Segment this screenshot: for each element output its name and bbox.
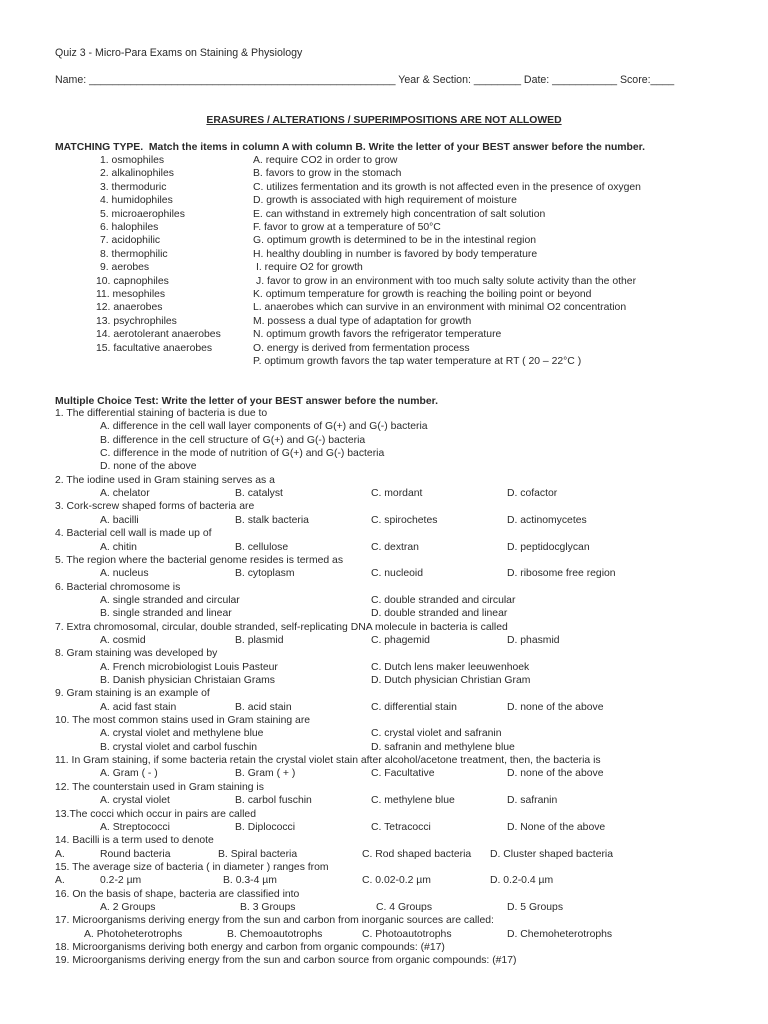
mcq-option: D. peptidocglycan <box>507 541 590 553</box>
mcq-line <box>0 420 768 433</box>
mcq-question: 6. Bacterial chromosome is <box>55 581 181 593</box>
mcq-question: 13.The cocci which occur in pairs are called <box>55 808 256 820</box>
mcq-line <box>0 407 768 420</box>
matching-item-a: 6. halophiles <box>100 222 159 233</box>
mcq-option: D. 5 Groups <box>507 901 564 913</box>
mcq-option: A. 2 Groups <box>100 901 156 913</box>
mcq-line <box>0 941 768 954</box>
mcq-option: B. Spiral bacteria <box>218 848 298 860</box>
mcq-option: D. none of the above <box>100 461 197 473</box>
mcq-question: 2. The iodine used in Gram staining serves as a <box>55 474 275 486</box>
mcq-option: D. cofactor <box>507 488 558 500</box>
mcq-line <box>0 794 768 807</box>
matching-item-a: 4. humidophiles <box>100 195 173 207</box>
matching-item-b: O. energy is derived from fermentation process <box>253 342 470 354</box>
mcq-line <box>0 914 768 927</box>
matching-item-a: 12. anaerobes <box>96 302 163 314</box>
matching-item-a: 14. aerotolerant anaerobes <box>96 329 221 341</box>
matching-row <box>0 275 768 288</box>
mcq-option: A. cosmid <box>100 634 146 646</box>
mcq-option: B. stalk bacteria <box>235 514 309 526</box>
mcq-option: C. difference in the mode of nutrition of G(+) and G(-) bacteria <box>100 448 385 460</box>
mcq-option: A. nucleus <box>100 568 149 580</box>
matching-item-b: D. growth is associated with high requirement of moisture <box>253 195 517 207</box>
mcq-option: D. none of the above <box>507 768 604 780</box>
matching-item-a: 5. microaerophiles <box>100 208 185 220</box>
mcq-line <box>0 861 768 874</box>
mcq-line <box>0 594 768 607</box>
matching-row <box>0 248 768 261</box>
mcq-option: C. Rod shaped bacteria <box>362 848 472 860</box>
mcq-option: C. crystal violet and safranin <box>371 728 502 740</box>
mcq-option: A. acid fast stain <box>100 701 177 713</box>
mcq-option: D. none of the above <box>507 701 604 713</box>
mcq-option: B. Danish physician Christaian Grams <box>100 675 275 686</box>
mcq-line <box>0 607 768 620</box>
mcq-question: 5. The region where the bacterial genome resides is termed as <box>55 554 344 566</box>
matching-item-a: 15. facultative anaerobes <box>96 342 213 354</box>
mcq-line <box>0 661 768 674</box>
matching-item-a: 2. alkalinophiles <box>100 168 174 180</box>
mcq-option: C. dextran <box>371 541 419 553</box>
mcq-question: 8. Gram staining was developed by <box>55 648 218 660</box>
mcq-option: B. catalyst <box>235 488 283 500</box>
mcq-line <box>0 727 768 740</box>
mcq-question: 3. Cork-screw shaped forms of bacteria are <box>55 501 255 513</box>
mcq-line <box>0 901 768 914</box>
mcq-question: 19. Microorganisms deriving energy from the sun and carbon source from organic compounds: (#17) <box>55 955 517 967</box>
mcq-line <box>0 581 768 594</box>
mcq-option: C. nucleoid <box>371 568 423 580</box>
mcq-option: B. Gram ( + ) <box>235 768 296 780</box>
matching-item-b: B. favors to grow in the stomach <box>253 168 402 180</box>
mcq-question: 11. In Gram staining, if some bacteria retain the crystal violet stain after alcohol/acetone treatment, then, the bacteria is <box>55 755 601 767</box>
mcq-option: 0.2-2 µm <box>100 875 142 887</box>
matching-row <box>0 355 768 368</box>
matching-row <box>0 181 768 194</box>
mcq-line <box>0 834 768 847</box>
matching-item-b: A. require CO2 in order to grow <box>253 155 398 166</box>
mcq-option: D. Cluster shaped bacteria <box>490 848 614 860</box>
matching-item-b: G. optimum growth is determined to be in the intestinal region <box>253 235 537 247</box>
mcq-line <box>0 474 768 487</box>
matching-row <box>0 167 768 180</box>
mcq-option: C. 0.02-0.2 µm <box>362 875 431 887</box>
mcq-option: C. double stranded and circular <box>371 594 516 606</box>
mcq-line <box>0 527 768 540</box>
mcq-option: B. acid stain <box>235 701 292 713</box>
mcq-line <box>0 541 768 554</box>
mcq-option: C. phagemid <box>371 634 430 646</box>
matching-item-b: N. optimum growth favors the refrigerator temperature <box>253 329 502 341</box>
mcq-option: B. difference in the cell structure of G(+) and G(-) bacteria <box>100 434 366 446</box>
mcq-option: C. Tetracocci <box>371 821 431 833</box>
mcq-option: A. Streptococci <box>100 821 170 833</box>
matching-item-a: 10. capnophiles <box>96 275 169 287</box>
mcq-question: 14. Bacilli is a term used to denote <box>55 835 214 847</box>
mcq-option: D. safranin and methylene blue <box>371 741 515 753</box>
mcq-option: C. spirochetes <box>371 514 438 526</box>
mcq-line <box>0 701 768 714</box>
mcq-option: A. <box>55 848 65 860</box>
mcq-line <box>0 554 768 567</box>
mcq-line <box>0 874 768 887</box>
mcq-line <box>0 647 768 660</box>
matching-item-b: F. favor to grow at a temperature of 50°C <box>253 222 441 233</box>
matching-row <box>0 154 768 167</box>
matching-item-a: 1. osmophiles <box>100 155 165 166</box>
mcq-option: D. double stranded and linear <box>371 608 508 620</box>
mcq-option: B. crystal violet and carbol fuschin <box>100 741 258 753</box>
mcq-option: A. chelator <box>100 488 150 500</box>
matching-item-a: 9. aerobes <box>100 262 150 274</box>
mcq-option: B. 0.3-4 µm <box>223 875 277 887</box>
mcq-line <box>0 928 768 941</box>
matching-item-b: K. optimum temperature for growth is reaching the boiling point or beyond <box>253 289 592 300</box>
matching-item-b: L. anaerobes which can survive in an environment with minimal O2 concentration <box>253 302 627 314</box>
matching-item-b: I. require O2 for growth <box>256 262 363 274</box>
mcq-line <box>0 487 768 500</box>
matching-item-b: M. possess a dual type of adaptation for growth <box>253 315 472 327</box>
mcq-option: B. cellulose <box>235 541 289 553</box>
mcq-option: C. Facultative <box>371 768 435 780</box>
mcq-option: B. Diplococci <box>235 821 296 833</box>
mcq-option: A. Gram ( - ) <box>100 768 158 780</box>
mcq-line <box>0 808 768 821</box>
mcq-option: D. safranin <box>507 795 558 807</box>
mcq-option: B. plasmid <box>235 634 284 646</box>
matching-item-a: 8. thermophilic <box>100 248 168 260</box>
mcq-line <box>0 714 768 727</box>
mcq-option: Round bacteria <box>100 848 171 860</box>
mcq-line <box>0 781 768 794</box>
mcq-option: A. difference in the cell wall layer components of G(+) and G(-) bacteria <box>100 421 428 433</box>
matching-item-a: 13. psychrophiles <box>96 315 177 327</box>
mcq-question: 7. Extra chromosomal, circular, double stranded, self-replicating DNA molecule in bacteria is called <box>55 621 508 633</box>
mcq-option: C. Photoautotrophs <box>362 928 452 940</box>
mcq-line <box>0 754 768 767</box>
warning-banner: ERASURES / ALTERATIONS / SUPERIMPOSITIONS ARE NOT ALLOWED <box>206 115 562 126</box>
mcq-instruction: Multiple Choice Test: Write the letter of your BEST answer before the number. <box>55 396 438 407</box>
matching-item-b: J. favor to grow in an environment with too much salty solute activity than the other <box>256 275 637 287</box>
matching-item-b: P. optimum growth favors the tap water temperature at RT ( 20 – 22°C ) <box>253 356 582 367</box>
mcq-line <box>0 567 768 580</box>
mcq-option: C. Dutch lens maker leeuwenhoek <box>371 661 530 673</box>
matching-row <box>0 328 768 341</box>
mcq-question: 17. Microorganisms deriving energy from the sun and carbon from inorganic sources are called: <box>55 915 494 927</box>
mcq-option: D. None of the above <box>507 821 606 833</box>
mcq-option: D. phasmid <box>507 634 560 646</box>
mcq-line <box>0 634 768 647</box>
matching-row <box>0 315 768 328</box>
matching-row <box>0 234 768 247</box>
mcq-option: C. differential stain <box>371 701 457 713</box>
matching-row <box>0 342 768 355</box>
mcq-question: 16. On the basis of shape, bacteria are classified into <box>55 888 300 900</box>
mcq-question: 12. The counterstain used in Gram staining is <box>55 781 264 793</box>
mcq-question: 1. The differential staining of bacteria is due to <box>55 408 268 419</box>
quiz-title: Quiz 3 - Micro-Para Exams on Staining & Physiology <box>55 47 303 59</box>
mcq-option: A. Photoheterotrophs <box>84 928 183 940</box>
matching-item-b: E. can withstand in extremely high concentration of salt solution <box>253 208 546 220</box>
mcq-line <box>0 500 768 513</box>
matching-item-a: 7. acidophilic <box>100 235 161 247</box>
matching-row <box>0 221 768 234</box>
mcq-option: A. crystal violet and methylene blue <box>100 728 264 740</box>
mcq-line <box>0 848 768 861</box>
matching-item-a: 3. thermoduric <box>100 181 167 193</box>
mcq-line <box>0 674 768 687</box>
mcq-line <box>0 621 768 634</box>
mcq-option: B. carbol fuschin <box>235 795 312 807</box>
mcq-option: D. Chemoheterotrophs <box>507 928 613 940</box>
mcq-option: A. crystal violet <box>100 795 170 807</box>
mcq-option: A. <box>55 875 65 887</box>
mcq-question: 4. Bacterial cell wall is made up of <box>55 528 212 540</box>
mcq-option: A. chitin <box>100 541 137 553</box>
mcq-line <box>0 767 768 780</box>
mcq-option: A. single stranded and circular <box>100 594 240 606</box>
matching-row <box>0 288 768 301</box>
mcq-option: C. mordant <box>371 488 423 500</box>
mcq-option: D. ribosome free region <box>507 568 616 580</box>
mcq-line <box>0 821 768 834</box>
matching-row <box>0 208 768 221</box>
mcq-line <box>0 460 768 473</box>
mcq-line <box>0 434 768 447</box>
matching-item-a: 11. mesophiles <box>96 289 166 300</box>
mcq-option: D. actinomycetes <box>507 514 587 526</box>
student-info-line[interactable]: Name: ____________________________________________________ Year & Section: ________ Date: ___________ Score:____ <box>55 74 675 86</box>
matching-item-b: H. healthy doubling in number is favored by body temperature <box>253 248 538 260</box>
mcq-option: D. Dutch physician Christian Gram <box>371 675 531 686</box>
mcq-line <box>0 514 768 527</box>
mcq-question: 10. The most common stains used in Gram staining are <box>55 715 311 727</box>
mcq-option: B. cytoplasm <box>235 568 295 580</box>
mcq-option: C. methylene blue <box>371 795 455 807</box>
mcq-question: 9. Gram staining is an example of <box>55 688 210 700</box>
mcq-question: 15. The average size of bacteria ( in diameter ) ranges from <box>55 861 329 873</box>
mcq-line <box>0 687 768 700</box>
mcq-line <box>0 741 768 754</box>
mcq-line <box>0 447 768 460</box>
mcq-option: A. bacilli <box>100 514 139 526</box>
matching-instruction: MATCHING TYPE. Match the items in column A with column B. Write the letter of your BEST answer before the number. <box>55 142 646 153</box>
mcq-option: C. 4 Groups <box>376 901 433 913</box>
mcq-option: B. 3 Groups <box>240 901 296 913</box>
matching-row <box>0 301 768 314</box>
mcq-option: D. 0.2-0.4 µm <box>490 875 554 887</box>
mcq-line <box>0 954 768 967</box>
matching-row <box>0 261 768 274</box>
matching-row <box>0 194 768 207</box>
matching-item-b: C. utilizes fermentation and its growth is not affected even in the presence of oxygen <box>253 181 641 193</box>
mcq-option: B. single stranded and linear <box>100 608 232 620</box>
mcq-line <box>0 888 768 901</box>
mcq-option: B. Chemoautotrophs <box>227 928 323 940</box>
mcq-question: 18. Microorganisms deriving both energy and carbon from organic compounds: (#17) <box>55 942 445 953</box>
mcq-option: A. French microbiologist Louis Pasteur <box>100 661 278 673</box>
